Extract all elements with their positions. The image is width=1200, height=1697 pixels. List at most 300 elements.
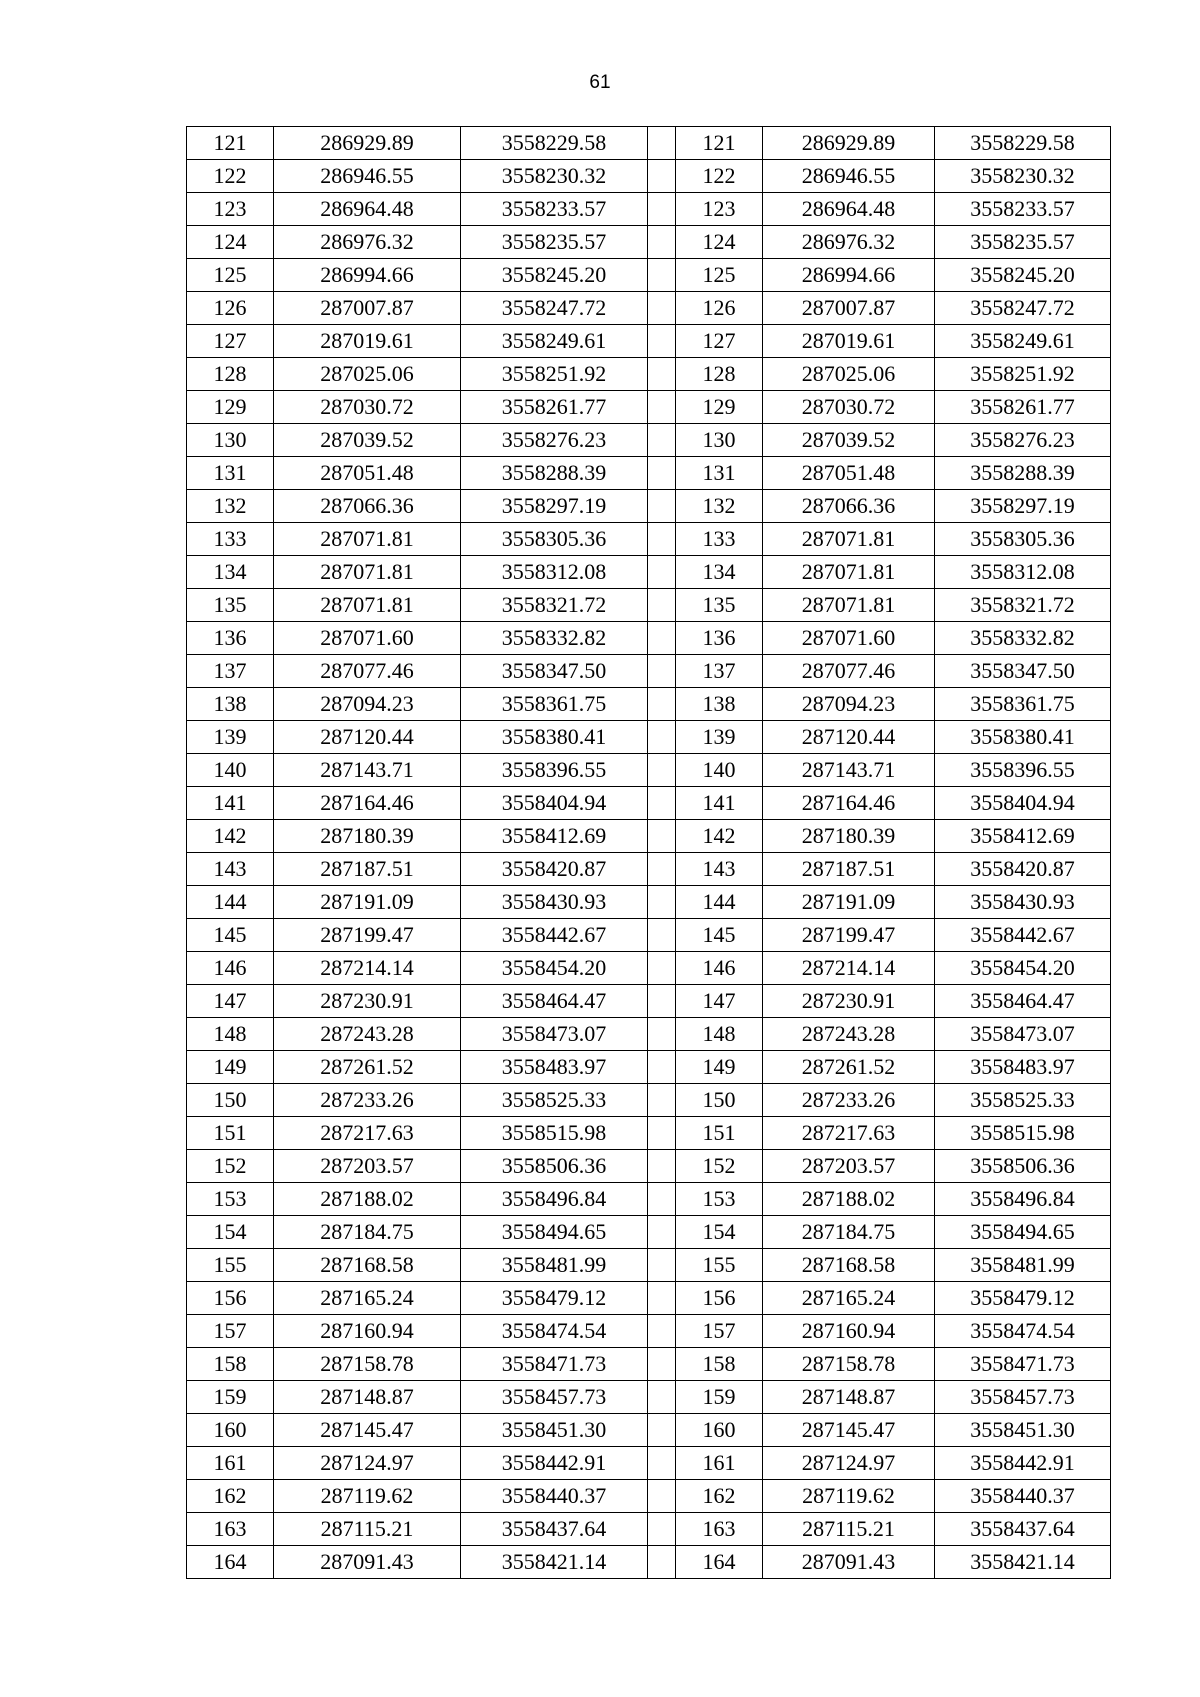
x-coordinate-cell: 287124.97 <box>763 1447 935 1480</box>
y-coordinate-cell: 3558515.98 <box>935 1117 1111 1150</box>
y-coordinate-cell: 3558261.77 <box>461 391 648 424</box>
table-row <box>187 1348 1111 1381</box>
y-coordinate-cell: 3558297.19 <box>461 490 648 523</box>
point-id-cell: 145 <box>676 919 763 952</box>
y-coordinate-cell: 3558396.55 <box>461 754 648 787</box>
y-coordinate-cell: 3558421.14 <box>461 1546 648 1579</box>
x-coordinate-cell: 287051.48 <box>763 457 935 490</box>
spacer-cell <box>648 1183 676 1216</box>
table-row <box>187 391 1111 424</box>
x-coordinate-cell: 287120.44 <box>274 721 461 754</box>
point-id-cell: 137 <box>676 655 763 688</box>
y-coordinate-cell: 3558380.41 <box>461 721 648 754</box>
point-id-cell: 146 <box>676 952 763 985</box>
x-coordinate-cell: 287030.72 <box>763 391 935 424</box>
spacer-cell <box>648 1315 676 1348</box>
point-id-cell: 163 <box>676 1513 763 1546</box>
point-id-cell: 129 <box>676 391 763 424</box>
x-coordinate-cell: 287143.71 <box>763 754 935 787</box>
spacer-cell <box>648 985 676 1018</box>
point-id-cell: 144 <box>187 886 274 919</box>
table-row <box>187 985 1111 1018</box>
y-coordinate-cell: 3558305.36 <box>935 523 1111 556</box>
spacer-cell <box>648 853 676 886</box>
y-coordinate-cell: 3558471.73 <box>935 1348 1111 1381</box>
table-row <box>187 1183 1111 1216</box>
table-row <box>187 1480 1111 1513</box>
x-coordinate-cell: 286964.48 <box>274 193 461 226</box>
spacer-cell <box>648 1216 676 1249</box>
page-number: 61 <box>589 72 611 93</box>
point-id-cell: 159 <box>187 1381 274 1414</box>
y-coordinate-cell: 3558473.07 <box>935 1018 1111 1051</box>
point-id-cell: 137 <box>187 655 274 688</box>
x-coordinate-cell: 287071.81 <box>763 556 935 589</box>
point-id-cell: 164 <box>187 1546 274 1579</box>
spacer-cell <box>648 160 676 193</box>
x-coordinate-cell: 287243.28 <box>274 1018 461 1051</box>
y-coordinate-cell: 3558437.64 <box>935 1513 1111 1546</box>
x-coordinate-cell: 287188.02 <box>763 1183 935 1216</box>
y-coordinate-cell: 3558494.65 <box>935 1216 1111 1249</box>
point-id-cell: 124 <box>187 226 274 259</box>
y-coordinate-cell: 3558251.92 <box>461 358 648 391</box>
x-coordinate-cell: 287071.81 <box>274 556 461 589</box>
table-row <box>187 1051 1111 1084</box>
y-coordinate-cell: 3558494.65 <box>461 1216 648 1249</box>
x-coordinate-cell: 287051.48 <box>274 457 461 490</box>
spacer-cell <box>648 391 676 424</box>
x-coordinate-cell: 287025.06 <box>274 358 461 391</box>
y-coordinate-cell: 3558249.61 <box>461 325 648 358</box>
y-coordinate-cell: 3558412.69 <box>935 820 1111 853</box>
point-id-cell: 154 <box>187 1216 274 1249</box>
y-coordinate-cell: 3558404.94 <box>935 787 1111 820</box>
point-id-cell: 138 <box>676 688 763 721</box>
point-id-cell: 153 <box>187 1183 274 1216</box>
spacer-cell <box>648 1282 676 1315</box>
spacer-cell <box>648 688 676 721</box>
point-id-cell: 161 <box>187 1447 274 1480</box>
y-coordinate-cell: 3558457.73 <box>935 1381 1111 1414</box>
y-coordinate-cell: 3558525.33 <box>935 1084 1111 1117</box>
table-row <box>187 1381 1111 1414</box>
x-coordinate-cell: 287094.23 <box>274 688 461 721</box>
y-coordinate-cell: 3558454.20 <box>461 952 648 985</box>
point-id-cell: 164 <box>676 1546 763 1579</box>
spacer-cell <box>648 1480 676 1513</box>
point-id-cell: 156 <box>676 1282 763 1315</box>
y-coordinate-cell: 3558276.23 <box>935 424 1111 457</box>
spacer-cell <box>648 589 676 622</box>
x-coordinate-cell: 287187.51 <box>274 853 461 886</box>
x-coordinate-cell: 287039.52 <box>763 424 935 457</box>
y-coordinate-cell: 3558412.69 <box>461 820 648 853</box>
x-coordinate-cell: 287091.43 <box>763 1546 935 1579</box>
y-coordinate-cell: 3558515.98 <box>461 1117 648 1150</box>
point-id-cell: 147 <box>676 985 763 1018</box>
spacer-cell <box>648 457 676 490</box>
x-coordinate-cell: 287077.46 <box>763 655 935 688</box>
x-coordinate-cell: 286946.55 <box>274 160 461 193</box>
table-row <box>187 127 1111 160</box>
x-coordinate-cell: 287148.87 <box>274 1381 461 1414</box>
point-id-cell: 142 <box>676 820 763 853</box>
x-coordinate-cell: 287188.02 <box>274 1183 461 1216</box>
y-coordinate-cell: 3558442.91 <box>935 1447 1111 1480</box>
x-coordinate-cell: 286976.32 <box>763 226 935 259</box>
y-coordinate-cell: 3558235.57 <box>935 226 1111 259</box>
table-row <box>187 919 1111 952</box>
point-id-cell: 138 <box>187 688 274 721</box>
y-coordinate-cell: 3558474.54 <box>935 1315 1111 1348</box>
table-row <box>187 358 1111 391</box>
y-coordinate-cell: 3558276.23 <box>461 424 648 457</box>
y-coordinate-cell: 3558471.73 <box>461 1348 648 1381</box>
table-row <box>187 1117 1111 1150</box>
spacer-cell <box>648 1117 676 1150</box>
table-row <box>187 952 1111 985</box>
table-row <box>187 523 1111 556</box>
x-coordinate-cell: 286946.55 <box>763 160 935 193</box>
table-row <box>187 655 1111 688</box>
point-id-cell: 132 <box>187 490 274 523</box>
table-row <box>187 1546 1111 1579</box>
x-coordinate-cell: 287019.61 <box>274 325 461 358</box>
point-id-cell: 140 <box>676 754 763 787</box>
point-id-cell: 130 <box>676 424 763 457</box>
x-coordinate-cell: 287077.46 <box>274 655 461 688</box>
point-id-cell: 132 <box>676 490 763 523</box>
spacer-cell <box>648 1513 676 1546</box>
spacer-cell <box>648 919 676 952</box>
y-coordinate-cell: 3558481.99 <box>461 1249 648 1282</box>
x-coordinate-cell: 287168.58 <box>274 1249 461 1282</box>
point-id-cell: 147 <box>187 985 274 1018</box>
point-id-cell: 160 <box>187 1414 274 1447</box>
y-coordinate-cell: 3558288.39 <box>461 457 648 490</box>
point-id-cell: 162 <box>676 1480 763 1513</box>
point-id-cell: 150 <box>187 1084 274 1117</box>
y-coordinate-cell: 3558464.47 <box>461 985 648 1018</box>
point-id-cell: 139 <box>187 721 274 754</box>
y-coordinate-cell: 3558297.19 <box>935 490 1111 523</box>
y-coordinate-cell: 3558332.82 <box>461 622 648 655</box>
y-coordinate-cell: 3558288.39 <box>935 457 1111 490</box>
y-coordinate-cell: 3558312.08 <box>461 556 648 589</box>
x-coordinate-cell: 287071.81 <box>274 589 461 622</box>
spacer-cell <box>648 754 676 787</box>
point-id-cell: 146 <box>187 952 274 985</box>
spacer-cell <box>648 1150 676 1183</box>
y-coordinate-cell: 3558396.55 <box>935 754 1111 787</box>
x-coordinate-cell: 287187.51 <box>763 853 935 886</box>
spacer-cell <box>648 1348 676 1381</box>
y-coordinate-cell: 3558442.67 <box>461 919 648 952</box>
x-coordinate-cell: 287243.28 <box>763 1018 935 1051</box>
spacer-cell <box>648 424 676 457</box>
x-coordinate-cell: 287066.36 <box>763 490 935 523</box>
point-id-cell: 142 <box>187 820 274 853</box>
point-id-cell: 163 <box>187 1513 274 1546</box>
table-row <box>187 1216 1111 1249</box>
point-id-cell: 148 <box>676 1018 763 1051</box>
table-row <box>187 424 1111 457</box>
table-row <box>187 1018 1111 1051</box>
spacer-cell <box>648 1381 676 1414</box>
point-id-cell: 123 <box>187 193 274 226</box>
x-coordinate-cell: 286994.66 <box>763 259 935 292</box>
x-coordinate-cell: 287203.57 <box>763 1150 935 1183</box>
spacer-cell <box>648 1084 676 1117</box>
point-id-cell: 155 <box>676 1249 763 1282</box>
y-coordinate-cell: 3558233.57 <box>461 193 648 226</box>
x-coordinate-cell: 287191.09 <box>274 886 461 919</box>
y-coordinate-cell: 3558479.12 <box>935 1282 1111 1315</box>
spacer-cell <box>648 655 676 688</box>
y-coordinate-cell: 3558247.72 <box>935 292 1111 325</box>
point-id-cell: 154 <box>676 1216 763 1249</box>
table-row <box>187 193 1111 226</box>
x-coordinate-cell: 287071.81 <box>763 589 935 622</box>
x-coordinate-cell: 287203.57 <box>274 1150 461 1183</box>
y-coordinate-cell: 3558332.82 <box>935 622 1111 655</box>
spacer-cell <box>648 226 676 259</box>
point-id-cell: 133 <box>676 523 763 556</box>
x-coordinate-cell: 287158.78 <box>763 1348 935 1381</box>
point-id-cell: 144 <box>676 886 763 919</box>
spacer-cell <box>648 1447 676 1480</box>
spacer-cell <box>648 193 676 226</box>
table-row <box>187 787 1111 820</box>
point-id-cell: 131 <box>676 457 763 490</box>
point-id-cell: 134 <box>187 556 274 589</box>
table-row <box>187 1249 1111 1282</box>
point-id-cell: 141 <box>187 787 274 820</box>
spacer-cell <box>648 952 676 985</box>
point-id-cell: 157 <box>676 1315 763 1348</box>
x-coordinate-cell: 287180.39 <box>274 820 461 853</box>
table-row <box>187 688 1111 721</box>
coordinate-table-body <box>187 127 1111 1579</box>
table-row <box>187 226 1111 259</box>
x-coordinate-cell: 287164.46 <box>274 787 461 820</box>
x-coordinate-cell: 287199.47 <box>274 919 461 952</box>
table-row <box>187 589 1111 622</box>
point-id-cell: 125 <box>676 259 763 292</box>
x-coordinate-cell: 287120.44 <box>763 721 935 754</box>
x-coordinate-cell: 287025.06 <box>763 358 935 391</box>
point-id-cell: 162 <box>187 1480 274 1513</box>
y-coordinate-cell: 3558247.72 <box>461 292 648 325</box>
point-id-cell: 152 <box>187 1150 274 1183</box>
x-coordinate-cell: 287180.39 <box>763 820 935 853</box>
point-id-cell: 122 <box>676 160 763 193</box>
point-id-cell: 143 <box>187 853 274 886</box>
y-coordinate-cell: 3558474.54 <box>461 1315 648 1348</box>
table-row <box>187 622 1111 655</box>
x-coordinate-cell: 287143.71 <box>274 754 461 787</box>
x-coordinate-cell: 286976.32 <box>274 226 461 259</box>
x-coordinate-cell: 287214.14 <box>763 952 935 985</box>
y-coordinate-cell: 3558442.67 <box>935 919 1111 952</box>
point-id-cell: 125 <box>187 259 274 292</box>
x-coordinate-cell: 287071.81 <box>274 523 461 556</box>
point-id-cell: 124 <box>676 226 763 259</box>
spacer-cell <box>648 1414 676 1447</box>
spacer-cell <box>648 523 676 556</box>
y-coordinate-cell: 3558457.73 <box>461 1381 648 1414</box>
y-coordinate-cell: 3558430.93 <box>461 886 648 919</box>
spacer-cell <box>648 886 676 919</box>
point-id-cell: 152 <box>676 1150 763 1183</box>
point-id-cell: 150 <box>676 1084 763 1117</box>
x-coordinate-cell: 287199.47 <box>763 919 935 952</box>
y-coordinate-cell: 3558347.50 <box>935 655 1111 688</box>
point-id-cell: 156 <box>187 1282 274 1315</box>
x-coordinate-cell: 287230.91 <box>763 985 935 1018</box>
table-row <box>187 1447 1111 1480</box>
x-coordinate-cell: 287094.23 <box>763 688 935 721</box>
y-coordinate-cell: 3558479.12 <box>461 1282 648 1315</box>
spacer-cell <box>648 556 676 589</box>
y-coordinate-cell: 3558430.93 <box>935 886 1111 919</box>
y-coordinate-cell: 3558261.77 <box>935 391 1111 424</box>
point-id-cell: 161 <box>676 1447 763 1480</box>
x-coordinate-cell: 287165.24 <box>763 1282 935 1315</box>
x-coordinate-cell: 286964.48 <box>763 193 935 226</box>
point-id-cell: 135 <box>676 589 763 622</box>
x-coordinate-cell: 287233.26 <box>274 1084 461 1117</box>
x-coordinate-cell: 287039.52 <box>274 424 461 457</box>
point-id-cell: 133 <box>187 523 274 556</box>
x-coordinate-cell: 287217.63 <box>763 1117 935 1150</box>
y-coordinate-cell: 3558305.36 <box>461 523 648 556</box>
table-row <box>187 1513 1111 1546</box>
x-coordinate-cell: 287071.81 <box>763 523 935 556</box>
point-id-cell: 127 <box>187 325 274 358</box>
spacer-cell <box>648 292 676 325</box>
point-id-cell: 131 <box>187 457 274 490</box>
x-coordinate-cell: 286994.66 <box>274 259 461 292</box>
y-coordinate-cell: 3558229.58 <box>461 127 648 160</box>
y-coordinate-cell: 3558233.57 <box>935 193 1111 226</box>
y-coordinate-cell: 3558404.94 <box>461 787 648 820</box>
table-row <box>187 259 1111 292</box>
y-coordinate-cell: 3558483.97 <box>461 1051 648 1084</box>
y-coordinate-cell: 3558251.92 <box>935 358 1111 391</box>
point-id-cell: 128 <box>676 358 763 391</box>
table-row <box>187 1150 1111 1183</box>
x-coordinate-cell: 287233.26 <box>763 1084 935 1117</box>
point-id-cell: 151 <box>187 1117 274 1150</box>
point-id-cell: 129 <box>187 391 274 424</box>
x-coordinate-cell: 287165.24 <box>274 1282 461 1315</box>
table-row <box>187 457 1111 490</box>
spacer-cell <box>648 259 676 292</box>
y-coordinate-cell: 3558464.47 <box>935 985 1111 1018</box>
x-coordinate-cell: 287019.61 <box>763 325 935 358</box>
table-row <box>187 1282 1111 1315</box>
x-coordinate-cell: 287261.52 <box>274 1051 461 1084</box>
point-id-cell: 139 <box>676 721 763 754</box>
y-coordinate-cell: 3558454.20 <box>935 952 1111 985</box>
y-coordinate-cell: 3558321.72 <box>935 589 1111 622</box>
y-coordinate-cell: 3558525.33 <box>461 1084 648 1117</box>
y-coordinate-cell: 3558506.36 <box>461 1150 648 1183</box>
x-coordinate-cell: 287191.09 <box>763 886 935 919</box>
y-coordinate-cell: 3558473.07 <box>461 1018 648 1051</box>
table-row <box>187 820 1111 853</box>
table-row <box>187 1414 1111 1447</box>
y-coordinate-cell: 3558229.58 <box>935 127 1111 160</box>
x-coordinate-cell: 287261.52 <box>763 1051 935 1084</box>
x-coordinate-cell: 287071.60 <box>274 622 461 655</box>
spacer-cell <box>648 325 676 358</box>
y-coordinate-cell: 3558230.32 <box>461 160 648 193</box>
point-id-cell: 140 <box>187 754 274 787</box>
y-coordinate-cell: 3558442.91 <box>461 1447 648 1480</box>
table-row <box>187 1315 1111 1348</box>
x-coordinate-cell: 287145.47 <box>763 1414 935 1447</box>
table-row <box>187 292 1111 325</box>
x-coordinate-cell: 286929.89 <box>274 127 461 160</box>
x-coordinate-cell: 287214.14 <box>274 952 461 985</box>
point-id-cell: 143 <box>676 853 763 886</box>
y-coordinate-cell: 3558437.64 <box>461 1513 648 1546</box>
x-coordinate-cell: 287071.60 <box>763 622 935 655</box>
x-coordinate-cell: 287007.87 <box>763 292 935 325</box>
point-id-cell: 127 <box>676 325 763 358</box>
spacer-cell <box>648 1018 676 1051</box>
point-id-cell: 130 <box>187 424 274 457</box>
table-row <box>187 490 1111 523</box>
x-coordinate-cell: 287230.91 <box>274 985 461 1018</box>
coordinate-table <box>186 126 1111 1579</box>
point-id-cell: 158 <box>676 1348 763 1381</box>
point-id-cell: 121 <box>187 127 274 160</box>
point-id-cell: 151 <box>676 1117 763 1150</box>
y-coordinate-cell: 3558440.37 <box>461 1480 648 1513</box>
point-id-cell: 135 <box>187 589 274 622</box>
table-row <box>187 160 1111 193</box>
point-id-cell: 141 <box>676 787 763 820</box>
point-id-cell: 148 <box>187 1018 274 1051</box>
point-id-cell: 158 <box>187 1348 274 1381</box>
y-coordinate-cell: 3558440.37 <box>935 1480 1111 1513</box>
table-row <box>187 853 1111 886</box>
x-coordinate-cell: 287119.62 <box>274 1480 461 1513</box>
x-coordinate-cell: 287184.75 <box>763 1216 935 1249</box>
y-coordinate-cell: 3558420.87 <box>461 853 648 886</box>
point-id-cell: 159 <box>676 1381 763 1414</box>
y-coordinate-cell: 3558245.20 <box>935 259 1111 292</box>
y-coordinate-cell: 3558249.61 <box>935 325 1111 358</box>
point-id-cell: 134 <box>676 556 763 589</box>
point-id-cell: 136 <box>187 622 274 655</box>
y-coordinate-cell: 3558245.20 <box>461 259 648 292</box>
point-id-cell: 126 <box>187 292 274 325</box>
point-id-cell: 123 <box>676 193 763 226</box>
table-row <box>187 1084 1111 1117</box>
x-coordinate-cell: 287217.63 <box>274 1117 461 1150</box>
x-coordinate-cell: 287164.46 <box>763 787 935 820</box>
x-coordinate-cell: 287148.87 <box>763 1381 935 1414</box>
y-coordinate-cell: 3558347.50 <box>461 655 648 688</box>
x-coordinate-cell: 287168.58 <box>763 1249 935 1282</box>
spacer-cell <box>648 820 676 853</box>
table-row <box>187 754 1111 787</box>
